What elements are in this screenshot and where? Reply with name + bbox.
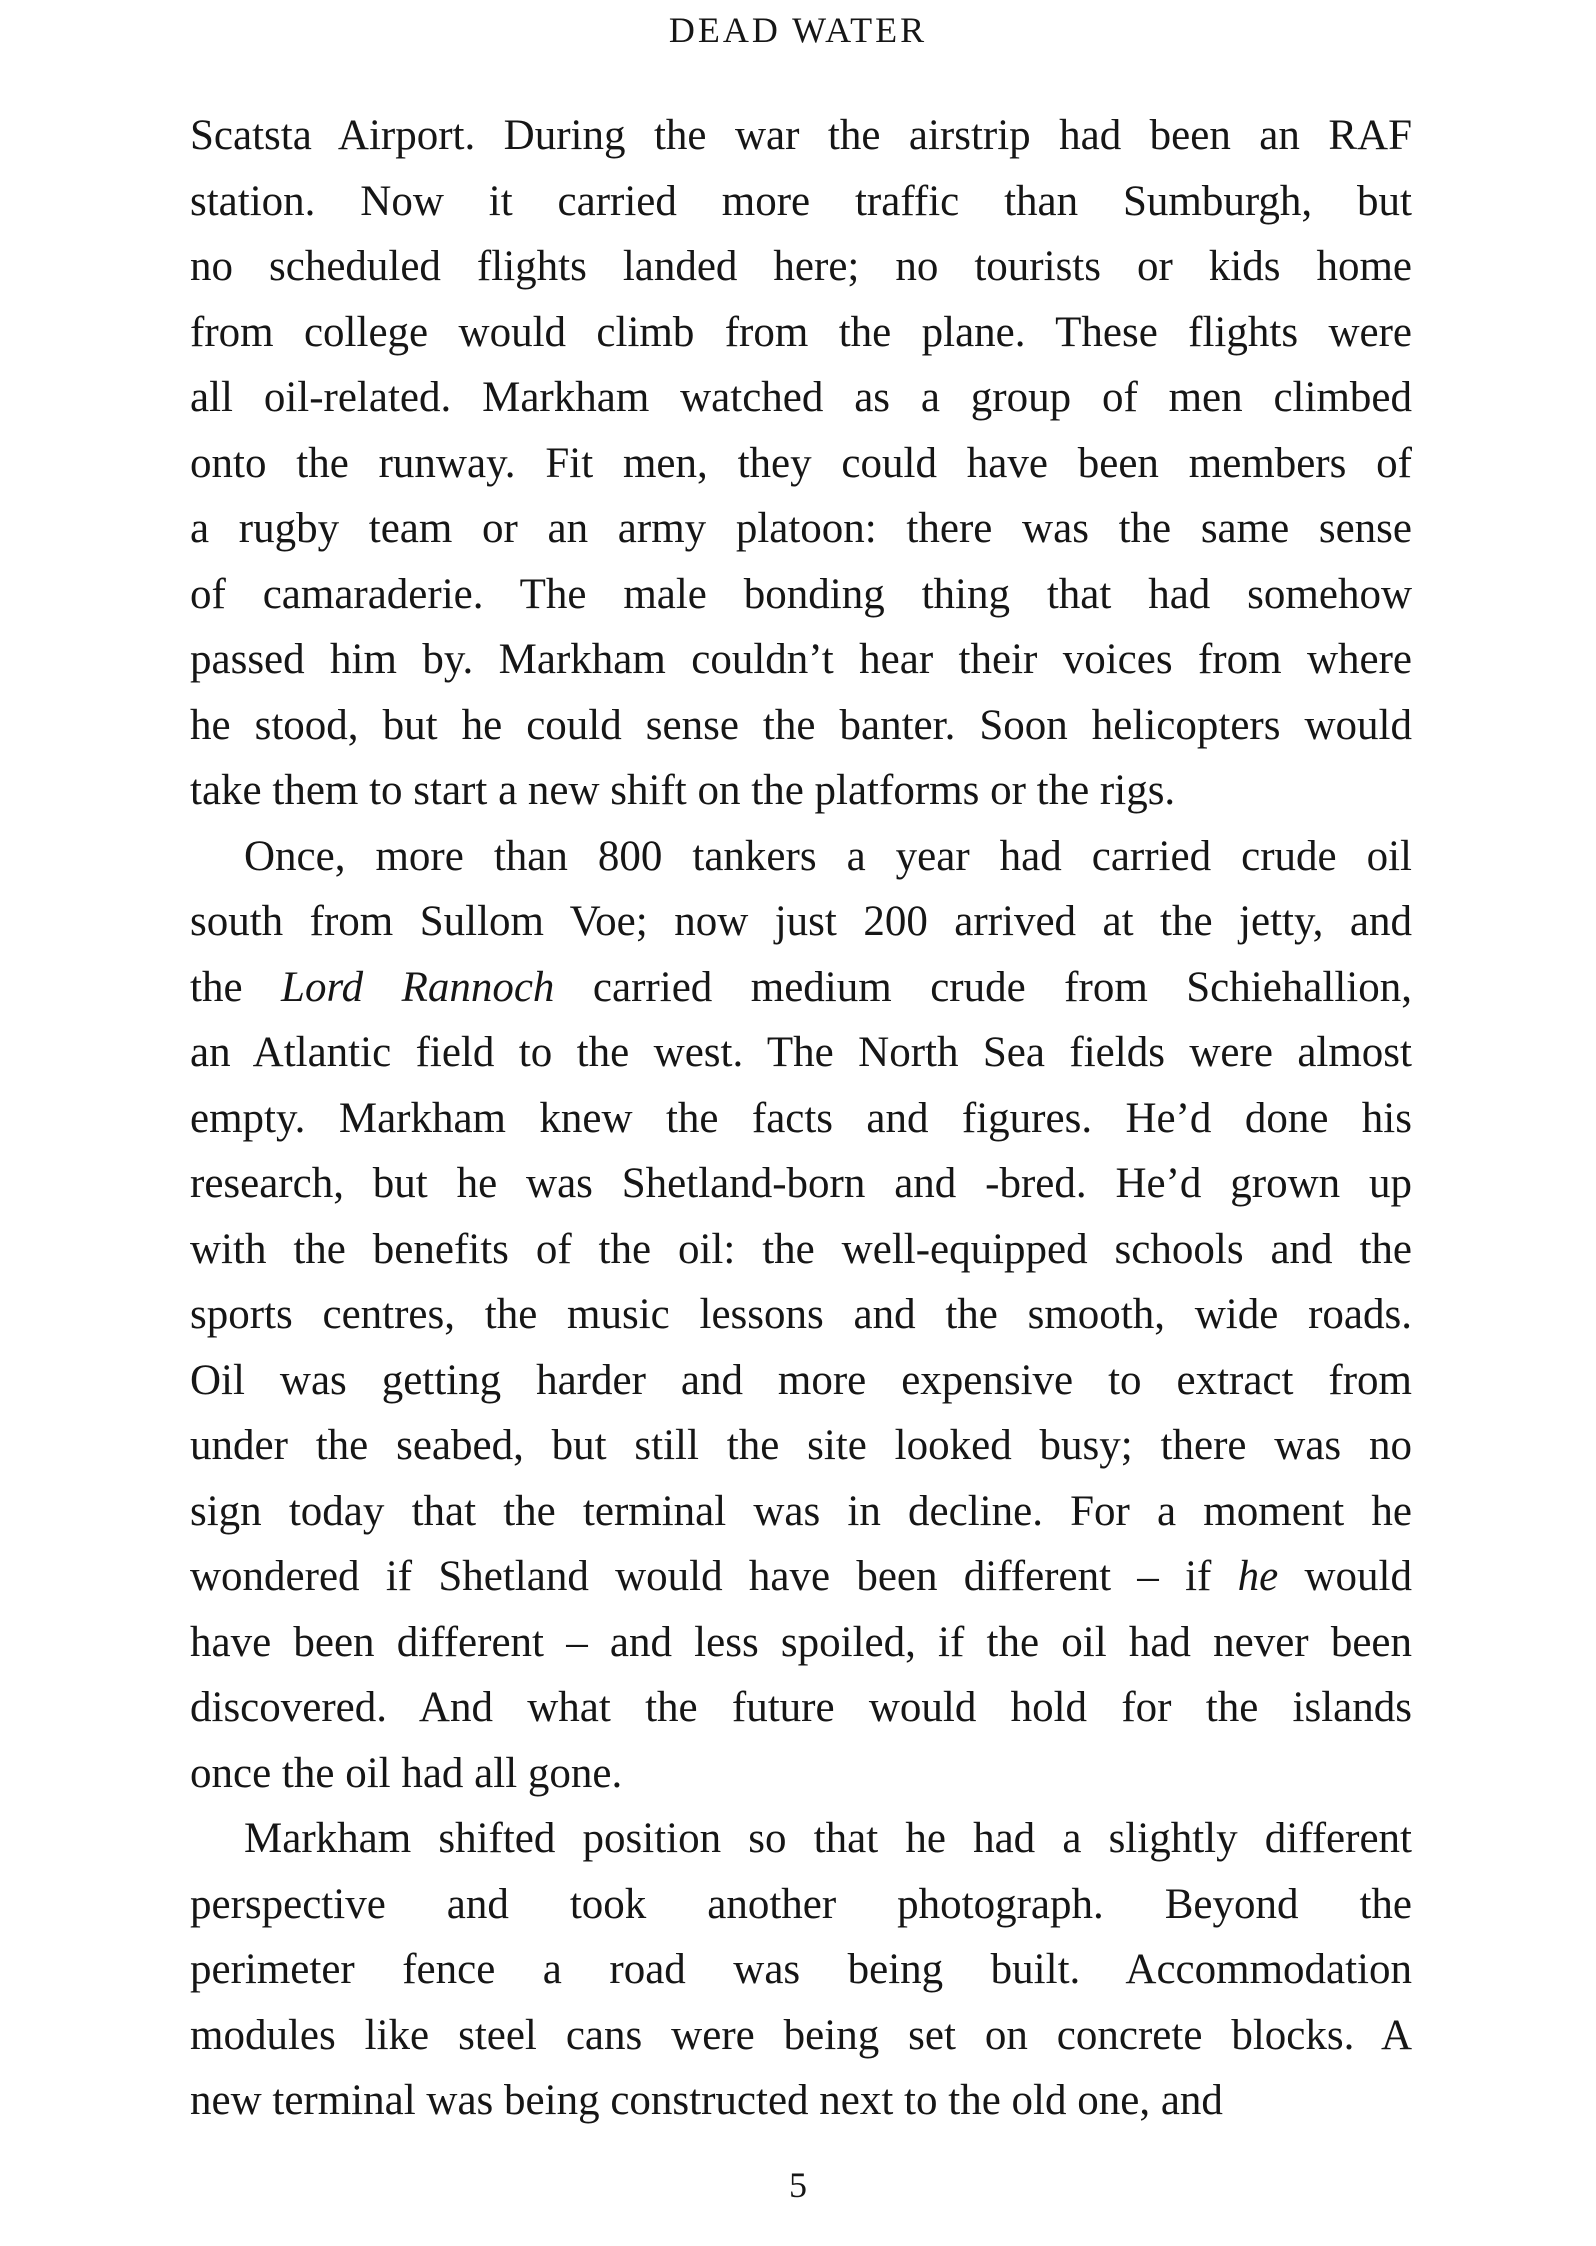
text-line	[190, 824, 1412, 890]
text-line	[190, 103, 1412, 169]
paragraph	[190, 824, 1412, 1807]
text-line	[190, 1479, 1412, 1545]
text-run: have been different – and less spoiled, if the oil had never been	[190, 1618, 1412, 1666]
italic-text: he	[1237, 1553, 1279, 1600]
text-run: from college would climb from the plane. These flights were	[190, 308, 1412, 356]
text-run: Markham shifted position so that he had a slightly different	[244, 1815, 1412, 1862]
text-run: station. Now it carried more traffic than Sumburgh, but	[190, 177, 1412, 225]
text-run: take them to start a new shift on the platforms or the rigs.	[190, 767, 1176, 814]
text-run: new terminal was being constructed next to the old one, and	[190, 2077, 1223, 2124]
text-line	[190, 1151, 1412, 1217]
text-line	[190, 431, 1412, 497]
text-run: Scatsta Airport. During the war the airstrip had been an RAF	[190, 112, 1412, 159]
text-run: onto the runway. Fit men, they could have been members of	[190, 439, 1412, 487]
text-run: research, but he was Shetland-born and -bred. He’d grown up	[190, 1160, 1412, 1207]
text-run: sign today that the terminal was in decline. For a moment he	[190, 1487, 1412, 1535]
text-line	[190, 889, 1412, 955]
text-line	[190, 1610, 1412, 1676]
text-run: discovered. And what the future would hold for the islands	[190, 1684, 1412, 1731]
text-line	[190, 955, 1412, 1021]
text-line	[190, 496, 1412, 562]
text-line	[190, 758, 1412, 824]
text-run: perspective and took another photograph. Beyond the	[190, 1880, 1412, 1928]
text-line	[190, 169, 1412, 235]
text-run: passed him by. Markham couldn’t hear their voices from where	[190, 636, 1412, 683]
text-line	[190, 2003, 1412, 2069]
text-run: with the benefits of the oil: the well-equipped schools and the	[190, 1225, 1412, 1273]
text-run: of camaraderie. The male bonding thing that had somehow	[190, 570, 1412, 618]
text-run: he stood, but he could sense the banter. Soon helicopters would	[190, 701, 1412, 749]
text-run: a rugby team or an army platoon: there was the same sense	[190, 505, 1412, 552]
text-line	[190, 1872, 1412, 1938]
text-run: Oil was getting harder and more expensive to extract from	[190, 1356, 1412, 1404]
text-line	[190, 627, 1412, 693]
text-run: once the oil had all gone.	[190, 1749, 623, 1797]
text-line	[190, 1937, 1412, 2003]
text-line	[190, 1020, 1412, 1086]
text-line	[190, 234, 1412, 300]
text-run: the	[190, 963, 282, 1011]
italic-text: Lord Rannoch	[281, 963, 555, 1011]
text-run: empty. Markham knew the facts and figures. He’d done his	[190, 1094, 1412, 1142]
text-line	[190, 1675, 1412, 1741]
text-line	[190, 365, 1412, 431]
running-head: DEAD WATER	[668, 10, 928, 50]
paragraph	[190, 103, 1412, 824]
text-run: all oil-related. Markham watched as a group of men climbed	[190, 374, 1412, 421]
text-run: modules like steel cans were being set on concrete blocks. A	[190, 2011, 1412, 2059]
text-line	[190, 1086, 1412, 1152]
text-run: no scheduled flights landed here; no tourists or kids home	[190, 243, 1412, 290]
text-run: perimeter fence a road was being built. Accommodation	[190, 1946, 1412, 1993]
text-run: wondered if Shetland would have been different – if	[190, 1553, 1238, 1600]
body-text	[190, 103, 1412, 2134]
text-line	[190, 1217, 1412, 1283]
text-line	[190, 1806, 1412, 1872]
text-run: carried medium crude from Schiehallion,	[554, 963, 1412, 1011]
text-line	[190, 1741, 1412, 1807]
text-run: an Atlantic field to the west. The North Sea fields were almost	[190, 1029, 1412, 1076]
text-run: sports centres, the music lessons and the smooth, wide roads.	[190, 1291, 1412, 1338]
text-line	[190, 562, 1412, 628]
text-line	[190, 693, 1412, 759]
paragraph	[190, 1806, 1412, 2134]
text-run: Once, more than 800 tankers a year had carried crude oil	[244, 832, 1412, 880]
text-line	[190, 1413, 1412, 1479]
text-run: under the seabed, but still the site looked busy; there was no	[190, 1422, 1412, 1469]
text-run: south from Sullom Voe; now just 200 arrived at the jetty, and	[190, 898, 1412, 945]
text-line	[190, 1348, 1412, 1414]
text-run: would	[1278, 1553, 1412, 1600]
text-line	[190, 1282, 1412, 1348]
text-line	[190, 300, 1412, 366]
text-line	[190, 1544, 1412, 1610]
page-number: 5	[789, 2165, 807, 2205]
text-line	[190, 2068, 1412, 2134]
